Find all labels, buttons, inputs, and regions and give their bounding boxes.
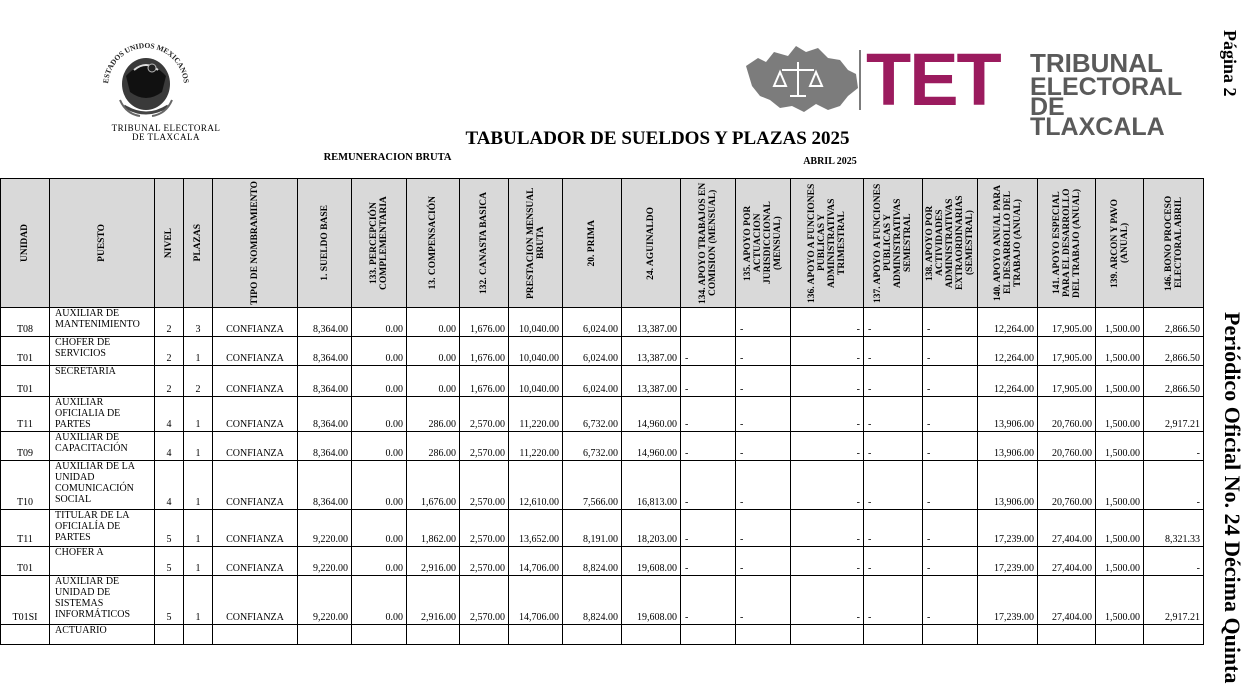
cell-nivel <box>155 625 184 645</box>
cell-prima: 7,566.00 <box>563 461 622 510</box>
cell-percepcion: 0.00 <box>352 397 407 432</box>
cell-prestacion: 11,220.00 <box>509 432 563 461</box>
cell-nivel: 2 <box>155 337 184 366</box>
cell-c137: - <box>864 308 923 337</box>
cell-tipo: CONFIANZA <box>213 366 298 397</box>
logo-word-electoral: ELECTORAL <box>1030 73 1183 101</box>
cell-aguinaldo: 13,387.00 <box>622 366 681 397</box>
cell-puesto: SECRETARIA <box>50 366 155 397</box>
logo-word-tribunal: TRIBUNAL <box>1030 48 1163 78</box>
cell-nivel: 4 <box>155 397 184 432</box>
cell-c139: 1,500.00 <box>1096 510 1144 547</box>
cell-c135: - <box>736 510 791 547</box>
cell-puesto: TITULAR DE LA OFICIALÍA DE PARTES <box>50 510 155 547</box>
column-header <box>213 179 298 308</box>
cell-compensacion: 2,916.00 <box>407 576 460 625</box>
cell-aguinaldo: 13,387.00 <box>622 308 681 337</box>
column-header-label: PLAZAS <box>193 224 203 262</box>
cell-aguinaldo: 13,387.00 <box>622 337 681 366</box>
cell-c146: 2,866.50 <box>1144 366 1204 397</box>
cell-c138: - <box>923 576 978 625</box>
table-row <box>1 547 1204 576</box>
document-title: TABULADOR DE SUELDOS Y PLAZAS 2025 <box>465 128 850 149</box>
cell-compensacion: 1,862.00 <box>407 510 460 547</box>
cell-sueldo: 8,364.00 <box>298 366 352 397</box>
cell-plazas: 1 <box>184 397 213 432</box>
cell-prestacion: 14,706.00 <box>509 576 563 625</box>
seal-caption-line-1: TRIBUNAL ELECTORAL <box>111 123 221 133</box>
cell-percepcion <box>352 625 407 645</box>
cell-puesto: CHOFER A <box>50 547 155 576</box>
cell-nivel: 4 <box>155 461 184 510</box>
cell-puesto: AUXILIAR DE UNIDAD DE SISTEMAS INFORMÁTICOS <box>50 576 155 625</box>
column-header <box>407 179 460 308</box>
cell-c140: 13,906.00 <box>978 432 1038 461</box>
cell-tipo: CONFIANZA <box>213 397 298 432</box>
cell-unidad: T08 <box>1 308 50 337</box>
column-header-label: 141. APOYO ESPECIAL PARA EL DESARROLLO DEL TRABAJO (ANUAL) <box>1051 188 1082 298</box>
cell-prestacion: 12,610.00 <box>509 461 563 510</box>
cell-c137: - <box>864 510 923 547</box>
column-header <box>923 179 978 308</box>
cell-nivel: 4 <box>155 432 184 461</box>
cell-puesto: AUXILIAR DE LA UNIDAD COMUNICACIÓN SOCIAL <box>50 461 155 510</box>
cell-c134: - <box>681 366 736 397</box>
cell-c141: 27,404.00 <box>1038 510 1096 547</box>
cell-c138: - <box>923 547 978 576</box>
cell-prima: 6,732.00 <box>563 397 622 432</box>
cell-c140 <box>978 625 1038 645</box>
cell-c140: 12,264.00 <box>978 337 1038 366</box>
cell-c136: - <box>791 576 864 625</box>
cell-puesto: AUXILIAR DE CAPACITACIÓN <box>50 432 155 461</box>
cell-c146: 2,917.21 <box>1144 576 1204 625</box>
column-header <box>681 179 736 308</box>
column-header <box>791 179 864 308</box>
cell-unidad: T10 <box>1 461 50 510</box>
cell-c135: - <box>736 308 791 337</box>
column-header-label: 24. AGUINALDO <box>646 206 656 280</box>
tet-logo-words <box>1030 48 1183 141</box>
cell-canasta: 2,570.00 <box>460 461 509 510</box>
cell-c140: 12,264.00 <box>978 366 1038 397</box>
cell-c146: 2,866.50 <box>1144 308 1204 337</box>
cell-unidad: T11 <box>1 397 50 432</box>
column-header <box>736 179 791 308</box>
cell-canasta: 1,676.00 <box>460 308 509 337</box>
cell-c140: 17,239.00 <box>978 547 1038 576</box>
cell-aguinaldo: 19,608.00 <box>622 576 681 625</box>
cell-percepcion: 0.00 <box>352 366 407 397</box>
cell-puesto: ACTUARIO <box>50 625 155 645</box>
cell-c136: - <box>791 308 864 337</box>
cell-c135: - <box>736 366 791 397</box>
salary-table <box>0 178 1204 645</box>
column-header <box>864 179 923 308</box>
cell-c134: - <box>681 576 736 625</box>
column-header <box>352 179 407 308</box>
cell-c134: - <box>681 397 736 432</box>
tet-logo <box>744 38 1183 141</box>
table-body <box>1 308 1204 645</box>
cell-plazas: 1 <box>184 461 213 510</box>
period-subtitle: ABRIL 2025 <box>803 156 857 167</box>
tet-logo-mark: TET <box>866 38 1000 121</box>
cell-percepcion: 0.00 <box>352 432 407 461</box>
cell-tipo <box>213 625 298 645</box>
cell-c136: - <box>791 510 864 547</box>
cell-c139: 1,500.00 <box>1096 337 1144 366</box>
cell-c138: - <box>923 510 978 547</box>
cell-c135: - <box>736 576 791 625</box>
cell-c146: 8,321.33 <box>1144 510 1204 547</box>
cell-plazas <box>184 625 213 645</box>
column-header <box>298 179 352 308</box>
cell-tipo: CONFIANZA <box>213 337 298 366</box>
cell-plazas: 1 <box>184 337 213 366</box>
cell-c138: - <box>923 366 978 397</box>
cell-c138 <box>923 625 978 645</box>
cell-c135: - <box>736 461 791 510</box>
cell-puesto: CHOFER DE SERVICIOS <box>50 337 155 366</box>
cell-tipo: CONFIANZA <box>213 308 298 337</box>
table-row <box>1 308 1204 337</box>
page-number-label: Página 2 <box>1220 30 1240 97</box>
cell-c146: 2,917.21 <box>1144 397 1204 432</box>
remuneracion-subtitle: REMUNERACION BRUTA <box>323 152 452 163</box>
eagle-seal-icon <box>96 34 196 122</box>
column-header-label: 146. BONO PROCESO ELECTORAL ABRIL <box>1163 195 1184 291</box>
cell-aguinaldo: 14,960.00 <box>622 432 681 461</box>
cell-c141: 20,760.00 <box>1038 461 1096 510</box>
cell-prima: 8,191.00 <box>563 510 622 547</box>
cell-plazas: 3 <box>184 308 213 337</box>
cell-tipo: CONFIANZA <box>213 576 298 625</box>
cell-c134: - <box>681 547 736 576</box>
cell-unidad: T01 <box>1 337 50 366</box>
cell-canasta: 2,570.00 <box>460 397 509 432</box>
table-row <box>1 576 1204 625</box>
cell-prestacion: 14,706.00 <box>509 547 563 576</box>
cell-c139: 1,500.00 <box>1096 461 1144 510</box>
cell-c140: 13,906.00 <box>978 461 1038 510</box>
cell-prestacion: 10,040.00 <box>509 308 563 337</box>
cell-plazas: 1 <box>184 576 213 625</box>
cell-plazas: 1 <box>184 510 213 547</box>
column-header-label: 134. APOYO TRABAJOS EN COMISION (MENSUAL) <box>698 182 718 304</box>
cell-percepcion: 0.00 <box>352 576 407 625</box>
cell-c137: - <box>864 337 923 366</box>
cell-c140: 13,906.00 <box>978 397 1038 432</box>
cell-c136: - <box>791 461 864 510</box>
cell-c141: 17,905.00 <box>1038 308 1096 337</box>
cell-tipo: CONFIANZA <box>213 461 298 510</box>
seal-logo <box>86 34 221 144</box>
cell-c136 <box>791 625 864 645</box>
column-header-label: 1. SUELDO BASE <box>319 205 330 281</box>
cell-compensacion: 0.00 <box>407 337 460 366</box>
cell-percepcion: 0.00 <box>352 461 407 510</box>
cell-compensacion: 0.00 <box>407 308 460 337</box>
cell-canasta: 2,570.00 <box>460 432 509 461</box>
column-header <box>460 179 509 308</box>
cell-c137: - <box>864 432 923 461</box>
table-row <box>1 337 1204 366</box>
cell-nivel: 5 <box>155 547 184 576</box>
cell-sueldo <box>298 625 352 645</box>
cell-c137: - <box>864 397 923 432</box>
cell-nivel: 2 <box>155 366 184 397</box>
cell-c141: 20,760.00 <box>1038 432 1096 461</box>
column-header <box>1096 179 1144 308</box>
cell-c136: - <box>791 432 864 461</box>
cell-sueldo: 8,364.00 <box>298 432 352 461</box>
column-header <box>184 179 213 308</box>
cell-compensacion <box>407 625 460 645</box>
cell-c137: - <box>864 366 923 397</box>
cell-c138: - <box>923 432 978 461</box>
cell-sueldo: 8,364.00 <box>298 308 352 337</box>
cell-percepcion: 0.00 <box>352 547 407 576</box>
cell-compensacion: 286.00 <box>407 432 460 461</box>
cell-unidad: T09 <box>1 432 50 461</box>
table-row <box>1 366 1204 397</box>
cell-c139 <box>1096 625 1144 645</box>
cell-c135: - <box>736 547 791 576</box>
column-header-label: 138. APOYO POR ACTIVIDADES ADMINISTRATIVAS EXTRAORDINARIAS (SEMESTRAL) <box>925 195 975 291</box>
cell-percepcion: 0.00 <box>352 337 407 366</box>
column-header-label: NIVEL <box>164 227 174 259</box>
cell-aguinaldo: 18,203.00 <box>622 510 681 547</box>
cell-c138: - <box>923 461 978 510</box>
cell-c140: 17,239.00 <box>978 576 1038 625</box>
cell-c138: - <box>923 308 978 337</box>
cell-c138: - <box>923 337 978 366</box>
cell-c136: - <box>791 547 864 576</box>
cell-sueldo: 9,220.00 <box>298 576 352 625</box>
cell-sueldo: 8,364.00 <box>298 337 352 366</box>
cell-c146: 2,866.50 <box>1144 337 1204 366</box>
cell-compensacion: 286.00 <box>407 397 460 432</box>
cell-plazas: 1 <box>184 432 213 461</box>
cell-c141: 17,905.00 <box>1038 366 1096 397</box>
cell-sueldo: 8,364.00 <box>298 397 352 432</box>
cell-c146: - <box>1144 432 1204 461</box>
column-header-label: 139. ARCON Y PAVO (ANUAL) <box>1109 198 1130 288</box>
cell-unidad: T11 <box>1 510 50 547</box>
cell-canasta <box>460 625 509 645</box>
column-header-label: 135. APOYO POR ACTUACION JURISDICCIONAL (MENSUAL) <box>743 201 783 285</box>
cell-c137: - <box>864 576 923 625</box>
column-header <box>509 179 563 308</box>
cell-compensacion: 2,916.00 <box>407 547 460 576</box>
cell-c134: - <box>681 432 736 461</box>
cell-sueldo: 8,364.00 <box>298 461 352 510</box>
cell-prestacion: 10,040.00 <box>509 337 563 366</box>
seal-caption <box>86 124 246 142</box>
column-header <box>978 179 1038 308</box>
cell-c135: - <box>736 432 791 461</box>
cell-c134: - <box>681 337 736 366</box>
column-header-label: 20. PRIMA <box>587 219 597 267</box>
cell-c141: 17,905.00 <box>1038 337 1096 366</box>
cell-c141: 20,760.00 <box>1038 397 1096 432</box>
logo-word-tlaxcala: DE TLAXCALA <box>1030 93 1165 141</box>
cell-canasta: 1,676.00 <box>460 337 509 366</box>
cell-plazas: 1 <box>184 547 213 576</box>
table-row <box>1 625 1204 645</box>
cell-prima: 6,024.00 <box>563 337 622 366</box>
cell-compensacion: 0.00 <box>407 366 460 397</box>
cell-unidad: T01 <box>1 547 50 576</box>
cell-c139: 1,500.00 <box>1096 432 1144 461</box>
table-row <box>1 461 1204 510</box>
cell-c138: - <box>923 397 978 432</box>
cell-c137: - <box>864 547 923 576</box>
cell-c139: 1,500.00 <box>1096 576 1144 625</box>
cell-c137 <box>864 625 923 645</box>
column-header-label: TIPO DE NOMBRAMIENTO <box>250 181 260 305</box>
cell-c139: 1,500.00 <box>1096 547 1144 576</box>
cell-prima: 8,824.00 <box>563 547 622 576</box>
cell-c146 <box>1144 625 1204 645</box>
cell-percepcion: 0.00 <box>352 510 407 547</box>
column-header <box>155 179 184 308</box>
cell-aguinaldo: 16,813.00 <box>622 461 681 510</box>
periodico-oficial-label: Periódico Oficial No. 24 Décima Quinta <box>1220 312 1245 684</box>
column-header-label: 140. APOYO ANUAL PARA EL DESARROLLO DEL TRABAJO (ANUAL) <box>992 185 1023 301</box>
column-header <box>563 179 622 308</box>
cell-c141 <box>1038 625 1096 645</box>
tlaxcala-map-icon <box>744 44 862 114</box>
column-header <box>50 179 155 308</box>
cell-c135 <box>736 625 791 645</box>
cell-puesto: AUXILIAR DE MANTENIMIENTO <box>50 308 155 337</box>
table-header <box>1 179 1204 308</box>
cell-aguinaldo <box>622 625 681 645</box>
column-header-label: 132. CANASTA BASICA <box>479 192 489 294</box>
table-row <box>1 397 1204 432</box>
column-header-label: 13. COMPENSACIÓN <box>428 196 438 290</box>
cell-c146: - <box>1144 461 1204 510</box>
cell-c136: - <box>791 337 864 366</box>
cell-puesto: AUXILIAR OFICIALIA DE PARTES <box>50 397 155 432</box>
cell-canasta: 1,676.00 <box>460 366 509 397</box>
cell-unidad: T01 <box>1 366 50 397</box>
column-header <box>622 179 681 308</box>
column-header-label: PUESTO <box>97 224 107 262</box>
cell-c139: 1,500.00 <box>1096 308 1144 337</box>
cell-unidad: T01SI <box>1 576 50 625</box>
cell-c146: - <box>1144 547 1204 576</box>
cell-canasta: 2,570.00 <box>460 510 509 547</box>
cell-prestacion: 10,040.00 <box>509 366 563 397</box>
column-header <box>1038 179 1096 308</box>
column-header-label: 136. APOYO A FUNCIONES PUBLICAS Y ADMINISTRATIVAS TRIMESTRAL <box>807 183 847 303</box>
cell-sueldo: 9,220.00 <box>298 547 352 576</box>
seal-caption-line-2: DE TLAXCALA <box>131 132 201 142</box>
cell-sueldo: 9,220.00 <box>298 510 352 547</box>
column-header-label: PRESTACION MENSUAL BRUTA <box>525 187 546 299</box>
cell-canasta: 2,570.00 <box>460 576 509 625</box>
cell-nivel: 5 <box>155 576 184 625</box>
seal-arc-text: ESTADOS UNIDOS MEXICANOS <box>101 40 191 84</box>
cell-c135: - <box>736 397 791 432</box>
cell-prima: 6,732.00 <box>563 432 622 461</box>
cell-c137: - <box>864 461 923 510</box>
cell-aguinaldo: 14,960.00 <box>622 397 681 432</box>
cell-c135: - <box>736 337 791 366</box>
cell-tipo: CONFIANZA <box>213 510 298 547</box>
cell-c140: 17,239.00 <box>978 510 1038 547</box>
cell-c134: - <box>681 461 736 510</box>
cell-prima: 8,824.00 <box>563 576 622 625</box>
cell-c140: 12,264.00 <box>978 308 1038 337</box>
cell-compensacion: 1,676.00 <box>407 461 460 510</box>
cell-tipo: CONFIANZA <box>213 432 298 461</box>
cell-aguinaldo: 19,608.00 <box>622 547 681 576</box>
column-header <box>1 179 50 308</box>
cell-c139: 1,500.00 <box>1096 397 1144 432</box>
cell-nivel: 2 <box>155 308 184 337</box>
cell-prestacion: 13,652.00 <box>509 510 563 547</box>
column-header-label: 137. APOYO A FUNCIONES PUBLICAS Y ADMINISTRATIVAS SEMESTRAL <box>873 183 913 303</box>
cell-canasta: 2,570.00 <box>460 547 509 576</box>
column-header-label: UNIDAD <box>20 224 30 262</box>
cell-prima: 6,024.00 <box>563 308 622 337</box>
cell-tipo: CONFIANZA <box>213 547 298 576</box>
cell-prestacion <box>509 625 563 645</box>
cell-c141: 27,404.00 <box>1038 576 1096 625</box>
cell-c136: - <box>791 397 864 432</box>
cell-nivel: 5 <box>155 510 184 547</box>
cell-c134 <box>681 625 736 645</box>
cell-prestacion: 11,220.00 <box>509 397 563 432</box>
cell-plazas: 2 <box>184 366 213 397</box>
cell-prima <box>563 625 622 645</box>
cell-c134: - <box>681 510 736 547</box>
cell-c139: 1,500.00 <box>1096 366 1144 397</box>
column-header-label: 133. PERCEPCIÓN COMPLEMENTARIA <box>369 196 389 290</box>
cell-c136: - <box>791 366 864 397</box>
cell-prima: 6,024.00 <box>563 366 622 397</box>
table-row <box>1 432 1204 461</box>
cell-unidad <box>1 625 50 645</box>
column-header <box>1144 179 1204 308</box>
table-row <box>1 510 1204 547</box>
cell-c134 <box>681 308 736 337</box>
cell-percepcion: 0.00 <box>352 308 407 337</box>
cell-c141: 27,404.00 <box>1038 547 1096 576</box>
